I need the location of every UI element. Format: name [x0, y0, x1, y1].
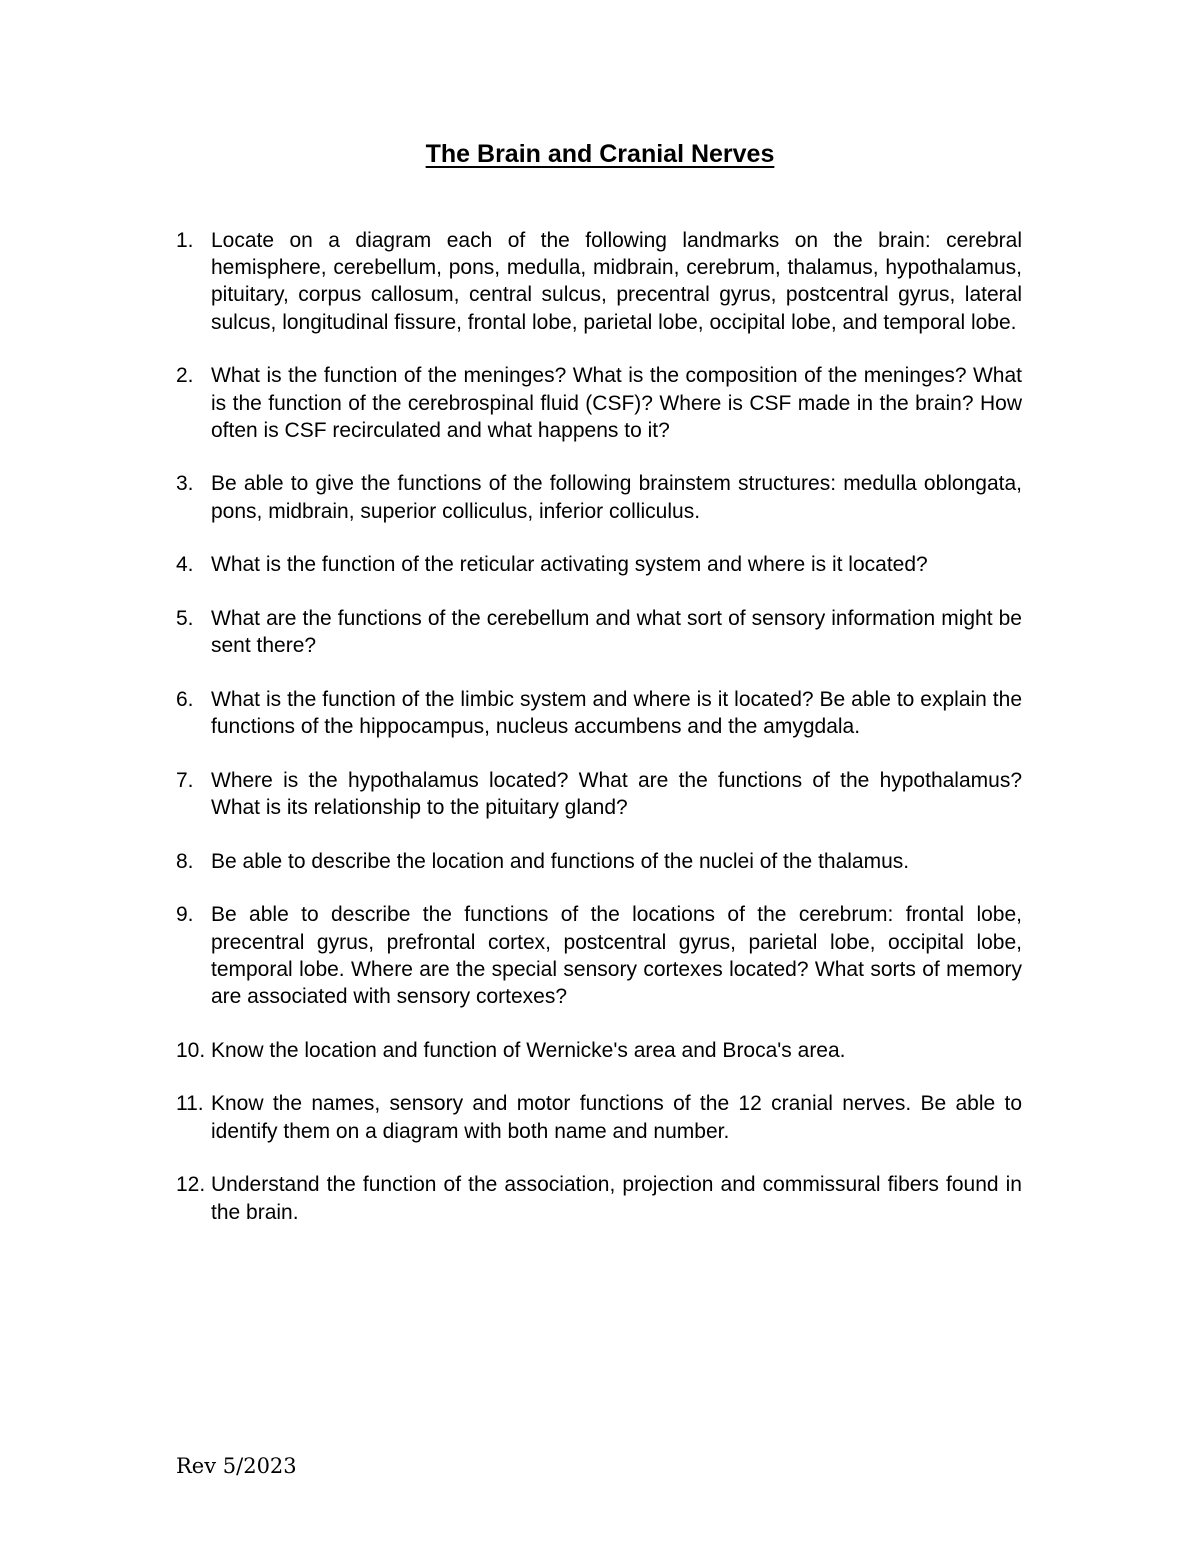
question-number: 11.: [176, 1092, 204, 1116]
list-item: [176, 362, 1022, 444]
question-text: Understand the function of the association, projection and commissural fibers found in the brain.: [211, 1173, 1022, 1224]
question-text: Where is the hypothalamus located? What are the functions of the hypothalamus? What is its relationship to the pituitary gland?: [211, 768, 1022, 820]
list-item: [176, 901, 1022, 1010]
question-number: 9.: [176, 903, 194, 927]
question-text: Be able to give the functions of the following brainstem structures: medulla oblongata, pons, midbrain, superior colliculus, inferior colliculus.: [211, 472, 1022, 523]
list-item: [176, 848, 1022, 875]
list-item: [176, 1171, 1022, 1225]
question-text: Be able to describe the functions of the locations of the cerebrum: frontal lobe, precentral gyrus, prefrontal cortex, postcentral gyrus, parietal lobe, occipital lobe, temporal lobe. Where are the special sensory cortexes located? What sorts of memory are associated with sensory cortexes?: [211, 903, 1022, 1009]
page-title: The Brain and Cranial Nerves: [425, 140, 775, 168]
list-item: [176, 1037, 1022, 1064]
question-number: 8.: [176, 849, 194, 873]
question-number: 12.: [176, 1173, 206, 1197]
list-item: [176, 227, 1022, 336]
question-list: [176, 227, 1022, 1252]
list-item: [176, 605, 1022, 659]
question-text: What is the function of the reticular activating system and where is it located?: [211, 553, 928, 577]
question-number: 7.: [176, 768, 194, 792]
list-item: [176, 470, 1022, 524]
list-item: [176, 686, 1022, 740]
question-text: Know the location and function of Wernicke's area and Broca's area.: [211, 1038, 846, 1062]
question-text: Be able to describe the location and functions of the nuclei of the thalamus.: [211, 849, 910, 873]
question-text: Locate on a diagram each of the following landmarks on the brain: cerebral hemisphere, cerebellum, pons, medulla, midbrain, cerebrum, thalamus, hypothalamus, pituitary, corpus callosum, central sulcus, precentral gyrus, postcentral gyrus, lateral sulcus, longitudinal fissure, frontal lobe, parietal lobe, occipital lobe, and temporal lobe.: [211, 229, 1022, 334]
question-number: 10.: [176, 1038, 206, 1062]
question-text: What is the function of the meninges? What is the composition of the meninges? What is the function of the cerebrospinal fluid (CSF)? Where is CSF made in the brain? How often is CSF recirculated and what happens to it?: [211, 364, 1022, 442]
revision-footer: Rev 5/2023: [176, 1454, 297, 1478]
question-number: 2.: [176, 364, 194, 388]
list-item: [176, 551, 1022, 578]
question-text: What are the functions of the cerebellum and what sort of sensory information might be sent there?: [211, 607, 1022, 658]
list-item: [176, 767, 1022, 821]
question-number: 1.: [176, 229, 194, 252]
question-number: 3.: [176, 472, 194, 496]
question-text: Know the names, sensory and motor functions of the 12 cranial nerves. Be able to identify them on a diagram with both name and number.: [211, 1092, 1022, 1143]
list-item: [176, 1090, 1022, 1144]
question-number: 6.: [176, 687, 194, 711]
question-number: 5.: [176, 607, 194, 631]
question-text: What is the function of the limbic system and where is it located? Be able to explain the functions of the hippocampus, nucleus accumbens and the amygdala.: [211, 687, 1022, 739]
question-number: 4.: [176, 553, 194, 577]
